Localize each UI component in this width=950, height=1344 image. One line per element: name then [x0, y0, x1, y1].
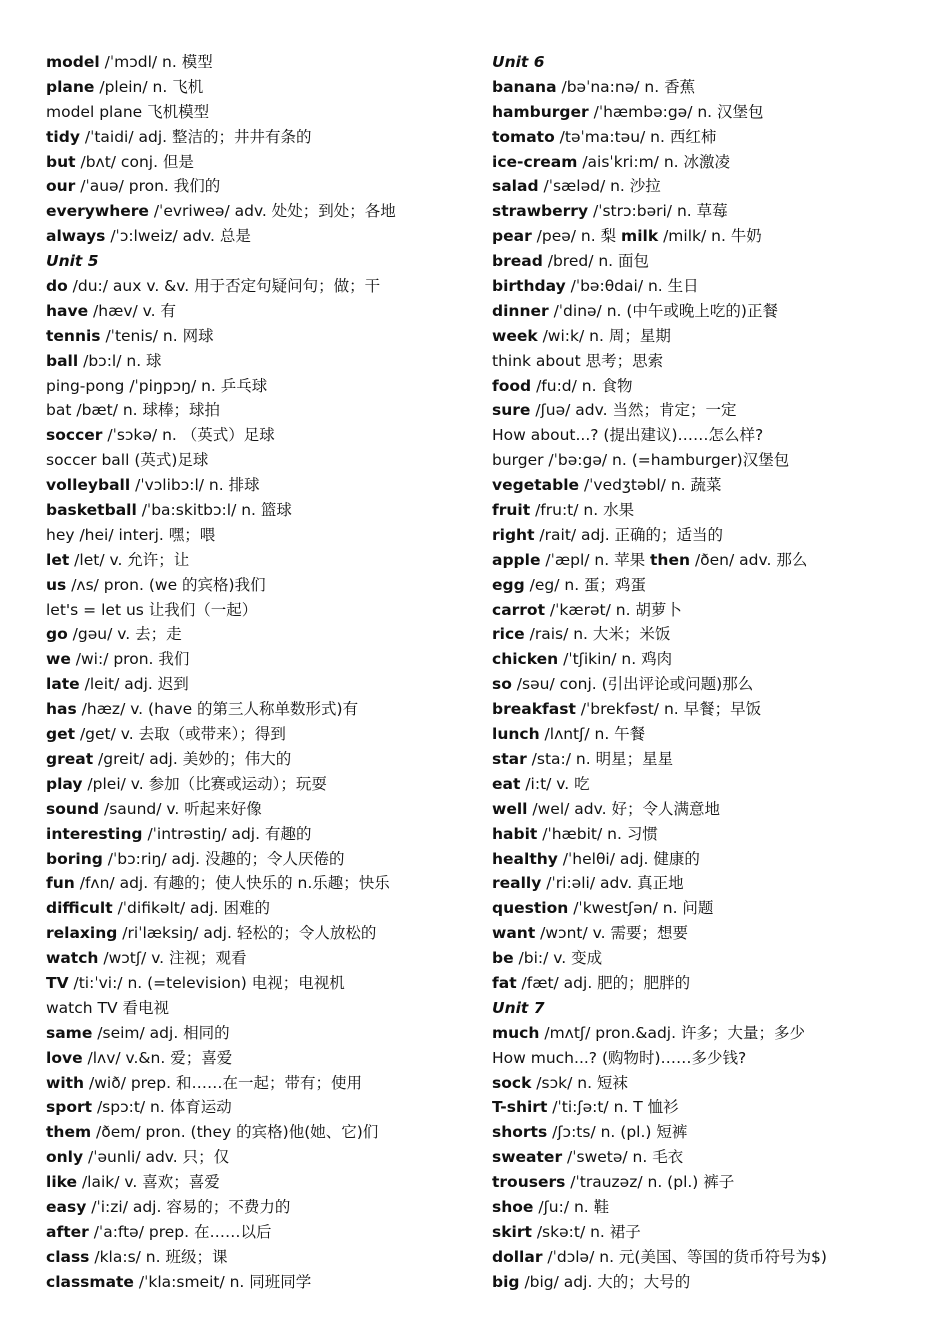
definition: /ˈbɔ:riŋ/ adj. 没趣的；令人厌倦的 [102, 849, 345, 868]
headword: eat [492, 774, 521, 793]
headword: ball [46, 351, 79, 370]
headword: trousers [492, 1173, 566, 1192]
headword: go [46, 625, 68, 644]
phrase-text: let's = let us 让我们（一起） [46, 600, 258, 619]
vocab-entry [46, 150, 466, 175]
definition: /ˈhelθi/ adj. 健康的 [557, 849, 700, 868]
headword: then [650, 550, 691, 569]
definition: /seim/ adj. 相同的 [92, 1023, 230, 1042]
headword: basketball [46, 501, 137, 520]
headword: do [46, 277, 68, 296]
vocab-entry [492, 797, 932, 822]
definition: /bi:/ v. 变成 [513, 949, 603, 968]
headword: right [492, 525, 535, 544]
headword: dollar [492, 1247, 543, 1266]
definition: /ti:ˈvi:/ n. (=television) 电视；电视机 [68, 973, 345, 992]
definition: /ˈvɔlibɔ:l/ n. 排球 [130, 476, 260, 495]
vocab-entry [492, 573, 932, 598]
definition: /lʌv/ v.&n. 爱；喜爱 [82, 1048, 233, 1067]
headword: fat [492, 973, 517, 992]
definition: /ˈkwestʃən/ n. 问题 [568, 899, 714, 918]
vocab-entry [492, 523, 932, 548]
definition: /wɔnt/ v. 需要；想要 [535, 924, 688, 943]
definition: /ˈhæbit/ n. 习惯 [537, 824, 658, 843]
headword: class [46, 1247, 90, 1266]
headword: relaxing [46, 924, 118, 943]
definition: /ˈbə:θdai/ n. 生日 [565, 277, 699, 296]
definition: /ʃɔ:ts/ n. (pl.) 短裤 [547, 1123, 688, 1142]
vocab-entry [46, 1245, 466, 1270]
headword: boring [46, 849, 103, 868]
definition: /ˈbrekfəst/ n. 早餐；早饭 [575, 700, 762, 719]
headword: but [46, 152, 76, 171]
definition: /ʌs/ pron. (we 的宾格)我们 [66, 575, 266, 594]
definition: /spɔ:t/ n. 体育运动 [92, 1098, 232, 1117]
vocab-entry [492, 1120, 932, 1145]
vocab-phrase [46, 996, 466, 1021]
headword: really [492, 874, 542, 893]
headword: chicken [492, 650, 559, 669]
vocab-entry [492, 622, 932, 647]
headword: model [46, 53, 100, 71]
vocab-entry [46, 647, 466, 672]
definition: /ˈa:ftə/ prep. 在……以后 [88, 1222, 272, 1241]
vocab-entry [46, 772, 466, 797]
definition: /ˈsæləd/ n. 沙拉 [538, 177, 661, 196]
phrase-text: think about 思考；思索 [492, 351, 664, 370]
headword: T-shirt [492, 1098, 548, 1117]
vocab-entry [46, 349, 466, 374]
vocab-phrase [46, 398, 466, 423]
definition: /wið/ prep. 和……在一起；带有；使用 [84, 1073, 362, 1092]
definition: /ˈri:əli/ adv. 真正地 [541, 874, 684, 893]
vocab-entry [46, 822, 466, 847]
headword: milk [621, 227, 659, 246]
definition: /sta:/ n. 明星；星星 [526, 749, 674, 768]
definition: /ˈtrauzəz/ n. (pl.) 裤子 [565, 1173, 735, 1192]
headword: has [46, 700, 77, 719]
vocab-entry [46, 921, 466, 946]
unit-heading [46, 249, 466, 274]
vocab-entry [492, 722, 932, 747]
phrase-text: bat /bæt/ n. 球棒；球拍 [46, 401, 221, 420]
vocab-entry [46, 125, 466, 150]
definition: /ðen/ adv. 那么 [690, 550, 808, 569]
vocab-entry [46, 847, 466, 872]
definition: /fru:t/ n. 水果 [530, 501, 635, 520]
headword: pear [492, 227, 532, 246]
definition: /wel/ adv. 好；令人满意地 [527, 799, 720, 818]
vocab-entry [46, 50, 466, 75]
headword: ice-cream [492, 152, 578, 171]
headword: banana [492, 77, 557, 96]
headword: we [46, 650, 71, 669]
definition: /bʌt/ conj. 但是 [75, 152, 194, 171]
headword: fruit [492, 501, 531, 520]
vocab-entry [492, 896, 932, 921]
headword: birthday [492, 277, 566, 296]
vocab-entry [46, 896, 466, 921]
vocab-entry [46, 1220, 466, 1245]
headword: strawberry [492, 202, 589, 221]
vocab-entry [46, 1095, 466, 1120]
headword: lunch [492, 725, 540, 744]
definition: /ˈɔ:lweiz/ adv. 总是 [105, 227, 251, 246]
definition: /ʃu:/ n. 鞋 [533, 1197, 610, 1216]
headword: star [492, 749, 527, 768]
headword: TV [46, 973, 69, 992]
vocab-entry [492, 772, 932, 797]
unit-heading [492, 996, 932, 1021]
vocab-entry [46, 324, 466, 349]
vocab-entry [46, 622, 466, 647]
headword: soccer [46, 426, 103, 445]
vocab-entry [46, 1120, 466, 1145]
vocab-entry [492, 398, 932, 423]
definition: /milk/ n. 牛奶 [658, 227, 762, 246]
vocab-phrase [492, 423, 932, 448]
definition: /ˈdifikəlt/ adj. 困难的 [112, 899, 271, 918]
definition: /ˈvedʒtəbl/ n. 蔬菜 [579, 476, 722, 495]
headword: our [46, 177, 76, 196]
headword: interesting [46, 824, 143, 843]
vocab-entry [46, 1170, 466, 1195]
definition: /ˈkærət/ n. 胡萝卜 [545, 600, 682, 619]
vocab-entry [492, 1145, 932, 1170]
headword: tennis [46, 326, 101, 345]
definition: /təˈma:təu/ n. 西红柿 [554, 127, 717, 146]
vocab-entry [492, 598, 932, 623]
definition: /wi:/ pron. 我们 [70, 650, 190, 669]
headword: bread [492, 252, 543, 271]
headword: late [46, 675, 80, 694]
headword: everywhere [46, 202, 149, 221]
vocab-entry [492, 199, 932, 224]
vocab-entry [46, 1021, 466, 1046]
vocab-entry [492, 374, 932, 399]
headword: like [46, 1173, 78, 1192]
headword: carrot [492, 600, 545, 619]
vocab-entry [492, 1170, 932, 1195]
headword: breakfast [492, 700, 576, 719]
vocab-entry [46, 946, 466, 971]
headword: watch [46, 949, 99, 968]
vocab-entry [46, 299, 466, 324]
definition: /aisˈkri:m/ n. 冰激凌 [577, 152, 730, 171]
definition: /fu:d/ n. 食物 [531, 376, 633, 395]
vocab-entry [46, 548, 466, 573]
definition: /ˈdɔlə/ n. 元(美国、等国的货币符号为$) [542, 1247, 827, 1266]
definition: /ˈəunli/ adv. 只；仅 [83, 1148, 230, 1167]
headword: difficult [46, 899, 113, 918]
definition: /saund/ v. 听起来好像 [99, 799, 262, 818]
headword: week [492, 326, 538, 345]
phrase-text: soccer ball (英式)足球 [46, 451, 209, 470]
headword: question [492, 899, 569, 918]
vocab-entry [492, 672, 932, 697]
vocab-entry [492, 75, 932, 100]
headword: only [46, 1148, 84, 1167]
vocab-entry [492, 548, 932, 573]
definition: /laik/ v. 喜欢；喜爱 [77, 1173, 220, 1192]
definition: /ˈmɔdl/ n. 模型 [99, 53, 213, 71]
vocab-entry [46, 1046, 466, 1071]
definition: /eg/ n. 蛋；鸡蛋 [524, 575, 647, 594]
definition: /ˈevriweə/ adv. 处处；到处；各地 [148, 202, 396, 221]
vocab-entry [492, 1095, 932, 1120]
definition: /gəu/ v. 去；走 [67, 625, 182, 644]
headword: habit [492, 824, 538, 843]
headword: egg [492, 575, 525, 594]
vocab-entry [492, 249, 932, 274]
definition: /ʃuə/ adv. 当然；肯定；一定 [530, 401, 737, 420]
vocab-entry [492, 697, 932, 722]
vocab-entry [492, 822, 932, 847]
headword: tomato [492, 127, 555, 146]
definition: /wɔtʃ/ v. 注视；观看 [98, 949, 247, 968]
headword: salad [492, 177, 539, 196]
definition: /riˈlæksiŋ/ adj. 轻松的；令人放松的 [117, 924, 377, 943]
definition: /ˈhæmbə:gə/ n. 汉堡包 [588, 102, 764, 121]
vocab-entry [492, 971, 932, 996]
definition: /ˈi:zi/ adj. 容易的；不费力的 [86, 1197, 291, 1216]
definition: /ˈti:ʃə:t/ n. T 恤衫 [547, 1098, 679, 1117]
vocab-phrase [492, 448, 932, 473]
headword: sock [492, 1073, 532, 1092]
definition: /ˈswetə/ n. 毛衣 [562, 1148, 684, 1167]
headword: love [46, 1048, 83, 1067]
headword: tidy [46, 127, 80, 146]
vocab-entry [46, 274, 466, 299]
headword: sport [46, 1098, 93, 1117]
definition: /hæv/ v. 有 [88, 301, 176, 320]
headword: hamburger [492, 102, 589, 121]
vocab-entry [492, 299, 932, 324]
definition: /sɔk/ n. 短袜 [531, 1073, 628, 1092]
definition: /ðem/ pron. (they 的宾格)他(她、它)们 [91, 1123, 379, 1142]
definition: /ˈæpl/ n. 苹果 [540, 550, 651, 569]
vocab-phrase [46, 448, 466, 473]
vocab-entry [492, 871, 932, 896]
headword: big [492, 1272, 520, 1291]
vocab-entry [46, 871, 466, 896]
unit-heading-text: Unit 5 [46, 252, 99, 271]
vocabulary-column-left [46, 50, 466, 1295]
definition: /bred/ n. 面包 [542, 252, 650, 271]
definition: /ˈtenis/ n. 网球 [100, 326, 214, 345]
headword: great [46, 749, 94, 768]
definition: /plei/ v. 参加（比赛或运动）；玩耍 [82, 774, 327, 793]
headword: food [492, 376, 532, 395]
headword: get [46, 725, 76, 744]
definition: /ˈdinə/ n. (中午或晚上吃的)正餐 [548, 301, 778, 320]
vocab-entry [46, 672, 466, 697]
vocab-entry [492, 1270, 932, 1295]
vocab-entry [46, 797, 466, 822]
vocab-entry [46, 1071, 466, 1096]
definition: /du:/ aux v. &v. 用于否定句疑问句；做；干 [67, 277, 381, 296]
definition: /lʌntʃ/ n. 午餐 [539, 725, 646, 744]
vocab-entry [492, 1195, 932, 1220]
vocab-entry [492, 747, 932, 772]
definition: /hæz/ v. (have 的第三人称单数形式)有 [76, 700, 359, 719]
vocab-entry [46, 722, 466, 747]
vocabulary-column-right [492, 50, 932, 1295]
vocab-entry [492, 946, 932, 971]
vocab-entry [492, 1220, 932, 1245]
vocab-entry [46, 423, 466, 448]
headword: healthy [492, 849, 558, 868]
headword: well [492, 799, 528, 818]
vocab-entry [492, 1071, 932, 1096]
vocab-entry [46, 971, 466, 996]
vocab-entry [46, 1195, 466, 1220]
headword: sure [492, 401, 531, 420]
vocab-entry [46, 174, 466, 199]
definition: /ˈtaidi/ adj. 整洁的；井井有条的 [79, 127, 312, 146]
headword: play [46, 774, 83, 793]
headword: always [46, 227, 106, 246]
vocab-phrase [46, 100, 466, 125]
headword: us [46, 575, 67, 594]
vocab-phrase [46, 598, 466, 623]
definition: /ˈintrəstiŋ/ adj. 有趣的 [142, 824, 312, 843]
headword: skirt [492, 1222, 532, 1241]
definition: /i:t/ v. 吃 [520, 774, 590, 793]
vocab-entry [46, 697, 466, 722]
vocab-entry [492, 150, 932, 175]
definition: /rais/ n. 大米；米饭 [524, 625, 671, 644]
definition: /leit/ adj. 迟到 [79, 675, 189, 694]
unit-heading-text: Unit 7 [492, 998, 545, 1017]
definition: /səu/ conj. (引出评论或问题)那么 [511, 675, 754, 694]
vocab-phrase [492, 1046, 932, 1071]
vocab-entry [46, 199, 466, 224]
phrase-text: hey /hei/ interj. 嘿；喂 [46, 525, 216, 544]
vocab-entry [46, 498, 466, 523]
headword: so [492, 675, 512, 694]
headword: fun [46, 874, 75, 893]
vocab-entry [492, 324, 932, 349]
headword: be [492, 949, 514, 968]
headword: them [46, 1123, 92, 1142]
definition: /big/ adj. 大的；大号的 [519, 1272, 691, 1291]
definition: /bɔ:l/ n. 球 [78, 351, 162, 370]
vocab-entry [492, 100, 932, 125]
vocab-phrase [46, 523, 466, 548]
vocab-entry [492, 274, 932, 299]
headword: same [46, 1023, 93, 1042]
phrase-text: ping-pong /ˈpiŋpɔŋ/ n. 乒乓球 [46, 376, 268, 395]
vocab-entry [492, 473, 932, 498]
definition: /ˈtʃikin/ n. 鸡肉 [558, 650, 673, 669]
vocab-entry [46, 224, 466, 249]
headword: classmate [46, 1272, 134, 1291]
headword: easy [46, 1197, 87, 1216]
definition: /ˈkla:smeit/ n. 同班同学 [133, 1272, 312, 1291]
vocab-entry [492, 1021, 932, 1046]
headword: much [492, 1023, 540, 1042]
definition: /ˈsɔkə/ n. （英式）足球 [102, 426, 275, 445]
vocab-entry [46, 1145, 466, 1170]
definition: /bəˈna:nə/ n. 香蕉 [556, 77, 696, 96]
definition: /mʌtʃ/ pron.&adj. 许多；大量；多少 [539, 1023, 805, 1042]
definition: /rait/ adj. 正确的；适当的 [534, 525, 724, 544]
vocab-entry [492, 174, 932, 199]
vocab-phrase [46, 374, 466, 399]
headword: dinner [492, 301, 549, 320]
headword: sweater [492, 1148, 563, 1167]
definition: /fæt/ adj. 肥的；肥胖的 [516, 973, 691, 992]
vocab-entry [492, 1245, 932, 1270]
definition: /skə:t/ n. 裙子 [531, 1222, 641, 1241]
headword: volleyball [46, 476, 131, 495]
headword: with [46, 1073, 85, 1092]
headword: let [46, 550, 70, 569]
vocab-entry [46, 473, 466, 498]
vocab-entry [46, 747, 466, 772]
definition: /peə/ n. 梨 [531, 227, 622, 246]
headword: plane [46, 77, 95, 96]
headword: shoe [492, 1197, 534, 1216]
vocab-entry [492, 498, 932, 523]
vocab-entry [492, 224, 932, 249]
vocab-entry [46, 75, 466, 100]
definition: /let/ v. 允许；让 [69, 550, 190, 569]
definition: /plein/ n. 飞机 [94, 77, 204, 96]
phrase-text: burger /ˈbə:gə/ n. (=hamburger)汉堡包 [492, 451, 790, 470]
headword: vegetable [492, 476, 580, 495]
headword: want [492, 924, 536, 943]
headword: after [46, 1222, 89, 1241]
definition: /greit/ adj. 美妙的；伟大的 [93, 749, 292, 768]
vocab-entry [46, 1270, 466, 1295]
definition: /ˈstrɔ:bəri/ n. 草莓 [588, 202, 728, 221]
phrase-text: model plane 飞机模型 [46, 102, 210, 121]
vocab-entry [492, 647, 932, 672]
definition: /wi:k/ n. 周；星期 [537, 326, 671, 345]
vocab-entry [492, 921, 932, 946]
definition: /ˈba:skitbɔ:l/ n. 篮球 [136, 501, 292, 520]
phrase-text: watch TV 看电视 [46, 998, 170, 1017]
headword: sound [46, 799, 100, 818]
headword: rice [492, 625, 525, 644]
unit-heading-text: Unit 6 [492, 53, 545, 71]
definition: /fʌn/ adj. 有趣的；使人快乐的 n.乐趣；快乐 [74, 874, 390, 893]
headword: apple [492, 550, 541, 569]
definition: /ˈauə/ pron. 我们的 [75, 177, 221, 196]
definition: /get/ v. 去取（或带来）；得到 [75, 725, 286, 744]
phrase-text: How much...? (购物时)……多少钱? [492, 1048, 747, 1067]
unit-heading [492, 50, 932, 75]
vocab-entry [492, 847, 932, 872]
vocab-entry [492, 125, 932, 150]
headword: shorts [492, 1123, 548, 1142]
vocab-phrase [492, 349, 932, 374]
phrase-text: How about...? (提出建议)……怎么样? [492, 426, 764, 445]
headword: have [46, 301, 89, 320]
vocab-entry [46, 573, 466, 598]
definition: /kla:s/ n. 班级；课 [89, 1247, 228, 1266]
